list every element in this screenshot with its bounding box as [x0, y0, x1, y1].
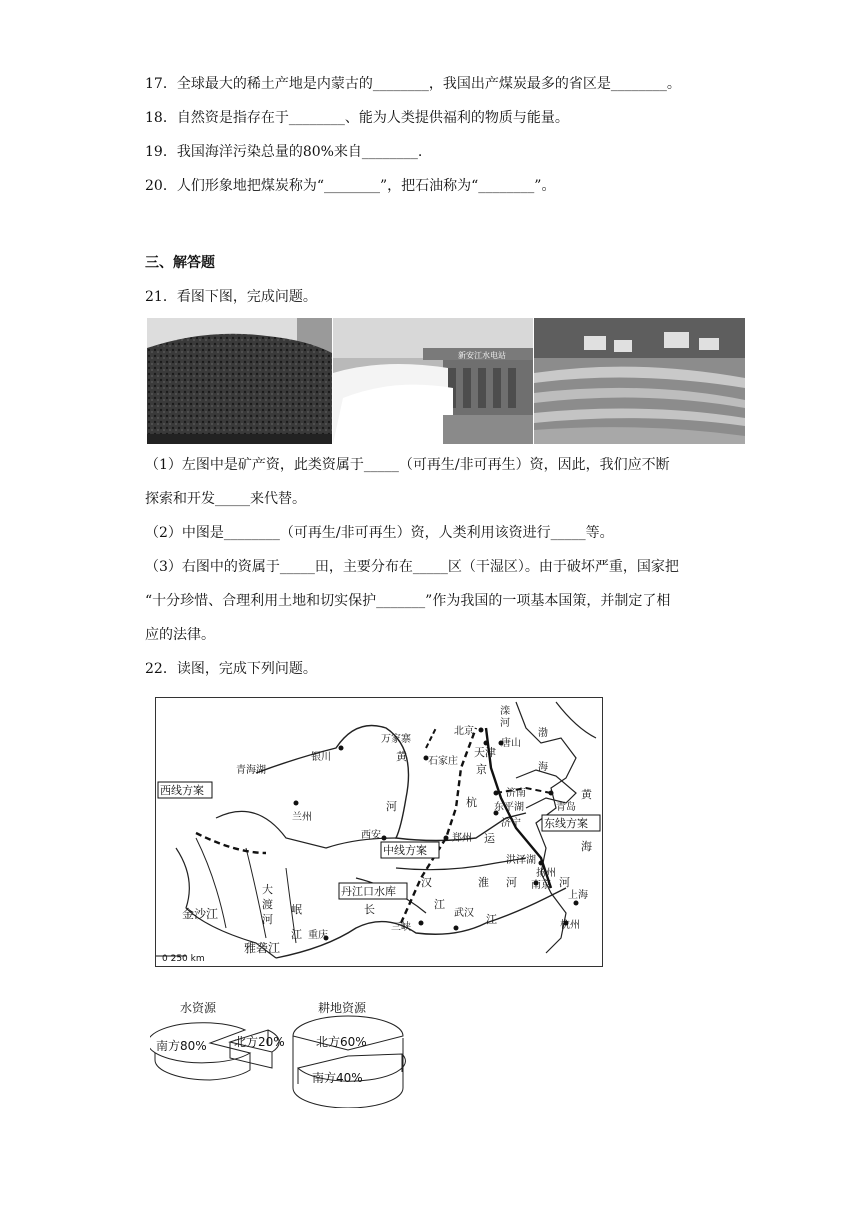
west-route-label: 西线方案	[160, 784, 204, 797]
dam-sign: 新安江水电站	[458, 351, 506, 360]
map-label-jing: 京	[476, 763, 487, 776]
coal-pile-photo	[147, 318, 332, 444]
map-label-huang: 黄	[396, 750, 407, 763]
east-route-label: 东线方案	[544, 817, 588, 830]
map-label-luanhe-2: 河	[500, 718, 510, 729]
map-label-jiang2: 江	[486, 913, 497, 926]
farmland-north-label: 北方60%	[316, 1035, 367, 1049]
map-label-xian: 西安	[361, 830, 381, 841]
map-label-dadu-2: 渡	[262, 898, 273, 911]
map-label-wuhan: 武汉	[454, 908, 474, 919]
question-18: 18．自然资是指存在于________、能为人类提供福利的物质与能量。	[145, 110, 569, 126]
middle-route-label: 中线方案	[383, 844, 427, 857]
question-21-part-3: （3）右图中的资属于_____田，主要分布在_____区（干湿区）。由于破坏严重，国家把	[145, 559, 679, 575]
map-label-huang2: 黄	[581, 788, 592, 801]
map-label-luanhe-1: 滦	[500, 706, 510, 717]
map-label-hangzhou: 杭州	[560, 920, 580, 931]
resource-pie-diagrams	[150, 998, 410, 1108]
section-title: 三、解答题	[145, 255, 215, 271]
farmland-pie	[293, 1016, 405, 1108]
map-label-he-1: 河	[386, 800, 397, 813]
map-label-bohai-2: 海	[538, 762, 548, 773]
question-22-stem: 22．读图，完成下列问题。	[145, 661, 317, 677]
map-label-chang: 长	[364, 903, 375, 916]
farmland-south-label: 南方40%	[312, 1071, 363, 1085]
map-label-chongqing: 重庆	[308, 930, 328, 941]
map-label-han: 汉	[421, 876, 432, 889]
map-label-tangshan: 唐山	[501, 738, 521, 749]
map-label-jining: 济宁	[501, 818, 521, 829]
map-label-hongzehu: 洪泽湖	[506, 855, 536, 866]
map-label-he-yun: 河	[559, 876, 570, 889]
map-label-zhengzhou: 郑州	[452, 833, 472, 844]
question-20: 20．人们形象地把煤炭称为“________”，把石油称为“________”。	[145, 178, 556, 194]
map-label-sanxia: 三峡	[391, 922, 411, 933]
map-label-yun: 运	[484, 832, 495, 845]
map-label-qingdao: 青岛	[556, 802, 576, 813]
map-label-tianjin: 天津	[474, 746, 496, 759]
map-label-lanzhou: 兰州	[292, 812, 312, 823]
question-21-stem: 21．看图下图，完成问题。	[145, 289, 317, 305]
map-label-min-2: 江	[291, 928, 302, 941]
map-label-he-huai: 河	[506, 876, 517, 889]
map-label-jinan: 济南	[506, 788, 526, 799]
question-21-part-2: （2）中图是________（可再生/非可再生）资，人类利用该资进行_____等。	[145, 525, 614, 541]
map-label-huai: 淮	[478, 876, 489, 889]
map-label-nanjing: 南京	[531, 880, 551, 891]
map-label-min-1: 岷	[291, 903, 302, 916]
map-label-yalongjiang: 雅砻江	[244, 941, 281, 955]
map-label-dadu-1: 大	[262, 883, 273, 896]
south-north-water-diversion-map	[155, 697, 603, 967]
question-19: 19．我国海洋污染总量的80%来自________.	[145, 144, 423, 160]
map-label-wanjiazhai: 万家寨	[381, 734, 411, 745]
question-21-part-3-end: 应的法律。	[145, 627, 215, 643]
map-label-dongpinghu: 东平湖	[494, 802, 524, 813]
danjiangkou-label: 丹江口水库	[341, 885, 396, 898]
water-pie-title: 水资源	[180, 1001, 217, 1015]
map-label-shanghai: 上海	[568, 890, 588, 901]
question-21-part-3-cont: “十分珍惜、合理利用土地和切实保护_______”作为我国的一项基本国策，并制定了相	[145, 593, 671, 609]
map-label-bohai-1: 渤	[538, 728, 548, 739]
map-label-jinshajiang: 金沙江	[182, 907, 219, 921]
liaodong-coast	[556, 702, 596, 738]
question-21-part-1-cont: 探索和开发_____来代替。	[145, 491, 306, 507]
map-label-dadu-3: 河	[262, 913, 273, 926]
map-label-beijing: 北京	[454, 726, 474, 737]
map-label-yinchuan: 银川	[311, 752, 331, 763]
map-label-hai: 海	[581, 840, 592, 853]
map-label-qinghaihu: 青海湖	[236, 765, 266, 776]
map-scale: 0 250 km	[162, 954, 205, 964]
map-label-yangzhou: 扬州	[536, 868, 556, 879]
terraced-paddy-photo	[534, 318, 745, 444]
map-label-jiang-hanjiang: 江	[434, 898, 445, 911]
dam-hydropower-photo	[333, 318, 533, 444]
water-south-label: 南方80%	[156, 1039, 207, 1053]
question-21-part-1: （1）左图中是矿产资，此类资属于_____（可再生/非可再生）资，因此，我们应不断	[145, 457, 670, 473]
water-north-label: 北方20%	[234, 1035, 285, 1049]
map-label-shijiazhuang: 石家庄	[428, 756, 458, 767]
question-17: 17．全球最大的稀土产地是内蒙古的________，我国出产煤炭最多的省区是________。	[145, 76, 681, 92]
map-label-hang: 杭	[466, 796, 477, 809]
farmland-pie-title: 耕地资源	[318, 1001, 367, 1015]
west-route	[196, 833, 266, 853]
